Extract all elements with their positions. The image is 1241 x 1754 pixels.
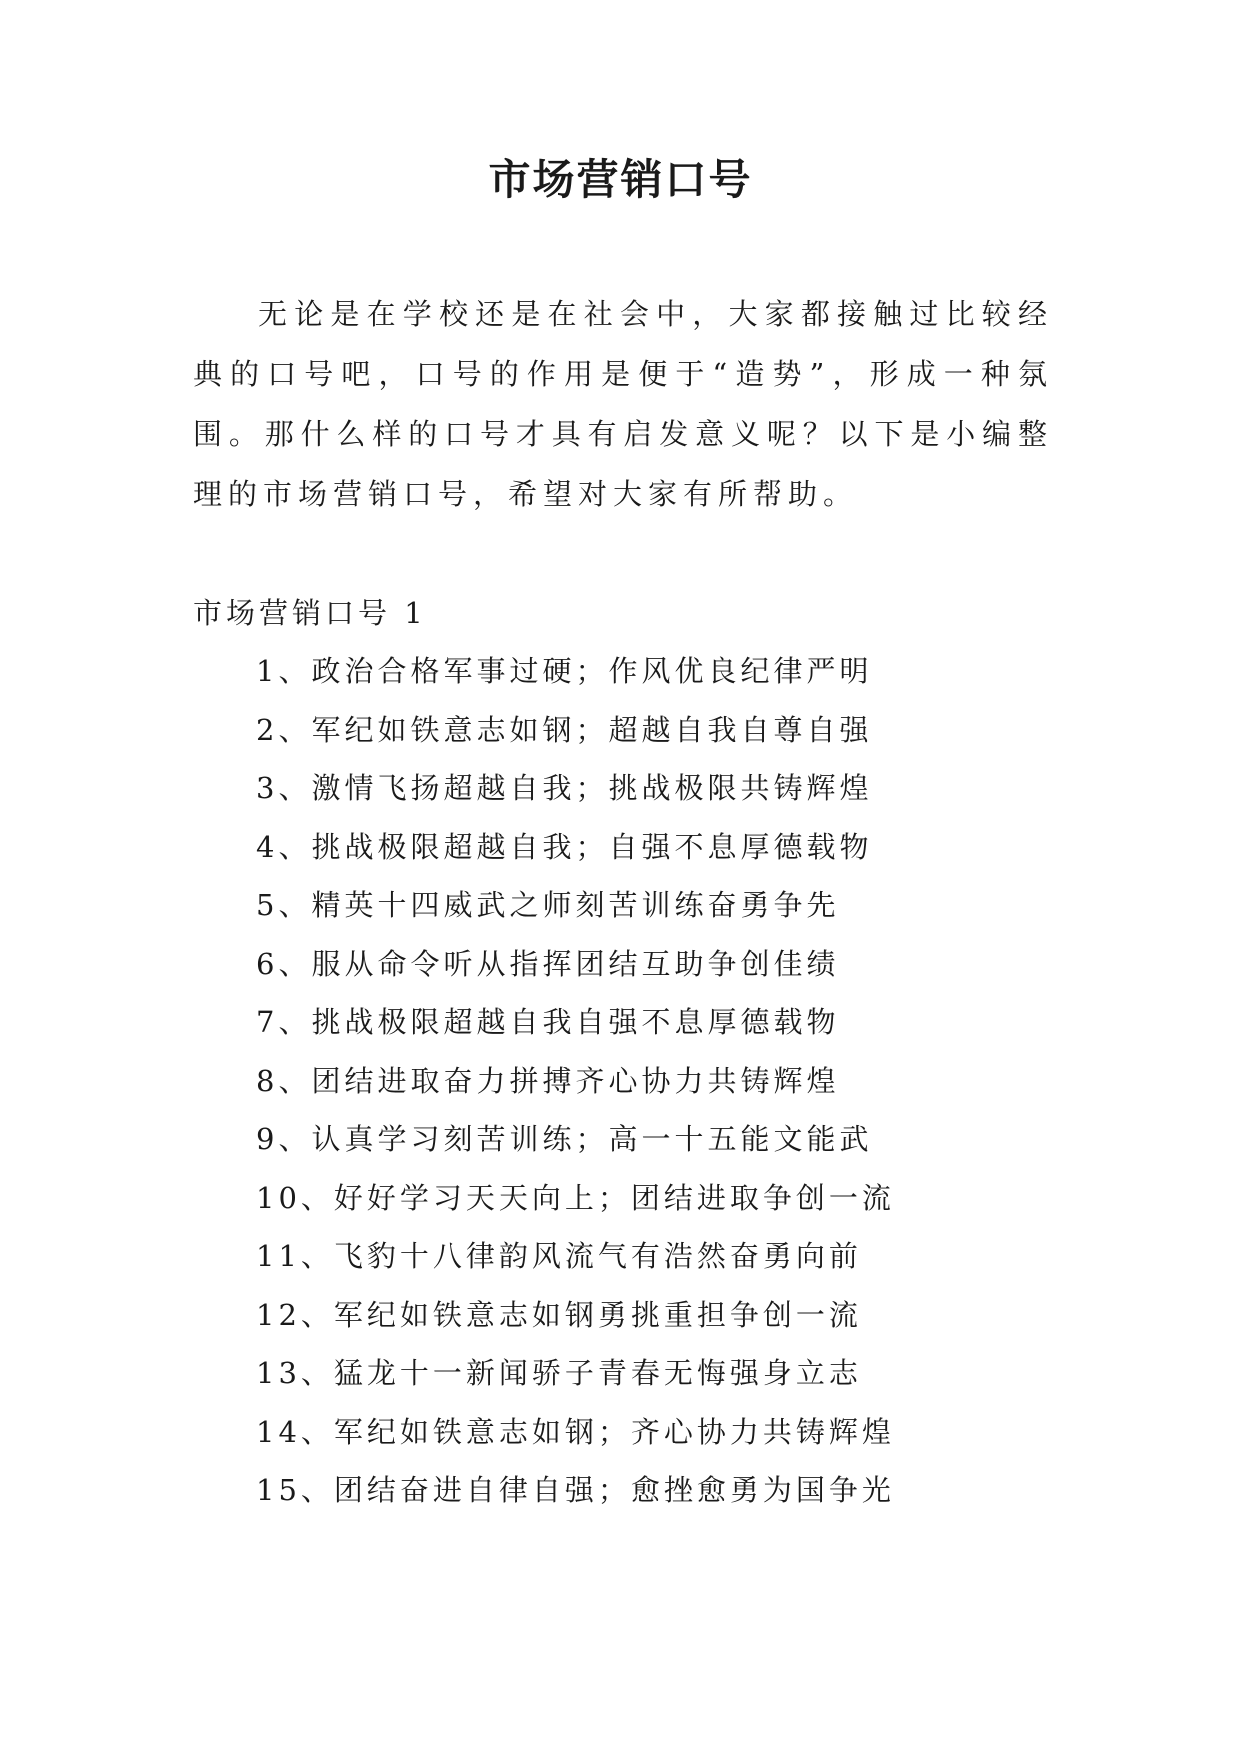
slogan-list xyxy=(256,642,895,1520)
slogan-item: 5、精英十四威武之师刻苦训练奋勇争先 xyxy=(256,888,840,922)
slogan-item: 2、军纪如铁意志如钢；超越自我自尊自强 xyxy=(256,712,873,747)
intro-paragraph: 无论是在学校还是在社会中，大家都接触过比较经典的口号吧，口号的作用是便于“造势”，形成一种氛围。那什么样的口号才具有启发意义呢？以下是小编整理的市场营销口号，希望对大家有所帮助。 xyxy=(193,297,1053,511)
slogan-item: 14、军纪如铁意志如钢；齐心协力共铸辉煌 xyxy=(256,1414,895,1449)
slogan-item: 3、激情飞扬超越自我；挑战极限共铸辉煌 xyxy=(256,771,873,805)
slogan-item: 7、挑战极限超越自我自强不息厚德载物 xyxy=(256,1005,840,1039)
document-title: 市场营销口号 xyxy=(488,155,753,204)
slogan-item: 15、团结奋进自律自强；愈挫愈勇为国争光 xyxy=(256,1473,895,1507)
slogan-item: 9、认真学习刻苦训练；高一十五能文能武 xyxy=(256,1122,873,1156)
slogan-item: 12、军纪如铁意志如钢勇挑重担争创一流 xyxy=(256,1297,862,1332)
section-heading: 市场营销口号 1 xyxy=(193,596,427,630)
slogan-item: 13、猛龙十一新闻骄子青春无悔强身立志 xyxy=(256,1356,862,1390)
slogan-item: 10、好好学习天天向上；团结进取争创一流 xyxy=(256,1180,895,1215)
slogan-item: 6、服从命令听从指挥团结互助争创佳绩 xyxy=(256,946,840,981)
slogan-item: 4、挑战极限超越自我；自强不息厚德载物 xyxy=(256,829,873,864)
slogan-item: 11、飞豹十八律韵风流气有浩然奋勇向前 xyxy=(256,1239,862,1273)
slogan-item: 1、政治合格军事过硬；作风优良纪律严明 xyxy=(256,654,873,688)
slogan-item: 8、团结进取奋力拼搏齐心协力共铸辉煌 xyxy=(256,1063,840,1098)
